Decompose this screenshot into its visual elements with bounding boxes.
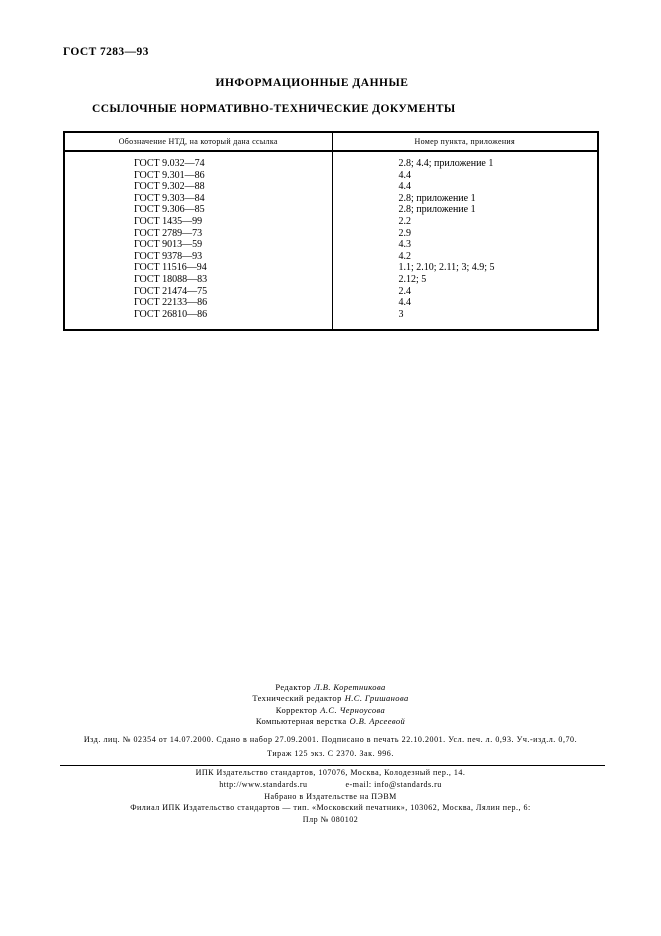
imprint-block: [0, 733, 661, 760]
credit-line: [0, 693, 661, 704]
credit-line: [0, 705, 661, 716]
ntd-cell: ГОСТ 9.032—74: [64, 151, 332, 170]
publisher-branch: Филиал ИПК Издательство стандартов — тип. «Московский печатник», 103062, Москва, Лялин пер., 6:: [130, 803, 531, 813]
ref-cell: 4.3: [398, 239, 411, 251]
table-row: [64, 170, 598, 182]
publisher-plr: Плр № 080102: [302, 815, 359, 825]
section-title: ССЫЛОЧНЫЕ НОРМАТИВНО-ТЕХНИЧЕСКИЕ ДОКУМЕНТЫ: [92, 103, 456, 115]
ntd-cell: ГОСТ 26810—86: [64, 309, 332, 331]
table-row: [64, 297, 598, 309]
doc-number: ГОСТ 7283—93: [63, 46, 149, 58]
ntd-cell: ГОСТ 1435—99: [64, 216, 332, 228]
ref-cell: 4.4: [398, 169, 411, 181]
credit-line: [0, 716, 661, 727]
credit-name: Н.С. Гришанова: [344, 693, 409, 704]
ref-cell: 2.8; 4.4; приложение 1: [398, 158, 494, 169]
ref-cell: 3: [398, 308, 404, 320]
ntd-cell: ГОСТ 11516—94: [64, 262, 332, 274]
ref-cell: 2.9: [398, 227, 411, 239]
credit-role: Технический редактор: [252, 693, 342, 704]
credits-block: [0, 682, 661, 728]
ntd-cell: ГОСТ 9013—59: [64, 239, 332, 251]
credit-name: О.В. Арсеевой: [349, 716, 406, 727]
credit-name: Л.В. Коретникова: [314, 682, 386, 692]
ntd-cell: ГОСТ 18088—83: [64, 274, 332, 286]
credit-line: [0, 682, 661, 693]
table-row: [64, 309, 598, 331]
publisher-email: e-mail: info@standards.ru: [345, 779, 442, 789]
ref-cell: 2.12; 5: [398, 273, 427, 285]
footer-divider: [60, 765, 605, 766]
ntd-cell: ГОСТ 9.302—88: [64, 181, 332, 193]
table-row: [64, 262, 598, 274]
publisher-block: [0, 767, 661, 826]
ntd-cell: ГОСТ 9.301—86: [64, 170, 332, 182]
credit-name: А.С. Черноусова: [320, 704, 386, 715]
table-row: [64, 239, 598, 251]
header-ref: Номер пункта, приложения: [332, 132, 598, 151]
table-row: [64, 251, 598, 263]
ntd-cell: ГОСТ 2789—73: [64, 228, 332, 240]
ref-cell: 4.4: [398, 181, 411, 193]
table-header-row: [64, 132, 598, 151]
imprint-line-1: Изд. лиц. № 02354 от 14.07.2000. Сдано в набор 27.09.2001. Подписано в печать 22.10.2001. Усл. печ. л. 0,93. Уч.-изд.л. 0,70.: [83, 735, 578, 744]
credit-role: Корректор: [275, 704, 318, 715]
table-row: [64, 274, 598, 286]
ref-cell: 2.8; приложение 1: [398, 204, 476, 216]
publisher-contacts: [0, 779, 661, 791]
table-row: [64, 228, 598, 240]
ref-cell: 2.4: [398, 285, 411, 297]
ref-cell: 1.1; 2.10; 2.11; 3; 4.9; 5: [398, 262, 495, 274]
ntd-cell: ГОСТ 9.306—85: [64, 204, 332, 216]
table-row: [64, 204, 598, 216]
table-row: [64, 181, 598, 193]
ref-cell: 4.4: [398, 297, 411, 309]
page-title: ИНФОРМАЦИОННЫЕ ДАННЫЕ: [215, 77, 409, 89]
ntd-cell: ГОСТ 9378—93: [64, 251, 332, 263]
table-row: [64, 216, 598, 228]
ntd-cell: ГОСТ 22133—86: [64, 297, 332, 309]
credit-role: Редактор: [275, 682, 312, 692]
table-row: [64, 286, 598, 298]
publisher-address: ИПК Издательство стандартов, 107076, Москва, Колодезный пер., 14.: [195, 768, 466, 777]
header-ntd: Обозначение НТД, на который дана ссылка: [64, 132, 332, 151]
table-row: [64, 151, 598, 170]
ref-cell: 4.2: [398, 250, 411, 262]
credit-role: Компьютерная верстка: [255, 716, 347, 727]
publisher-typeset: Набрано в Издательстве на ПЭВМ: [264, 791, 397, 801]
ref-cell: 2.2: [398, 215, 411, 227]
ntd-cell: ГОСТ 21474—75: [64, 286, 332, 298]
table-row: [64, 193, 598, 205]
publisher-url: http://www.standards.ru: [219, 779, 308, 789]
imprint-line-2: Тираж 125 экз. С 2370. Зак. 996.: [267, 748, 394, 758]
reference-table: [63, 131, 599, 331]
ntd-cell: ГОСТ 9.303—84: [64, 193, 332, 205]
ref-cell: 2.8; приложение 1: [398, 192, 476, 204]
